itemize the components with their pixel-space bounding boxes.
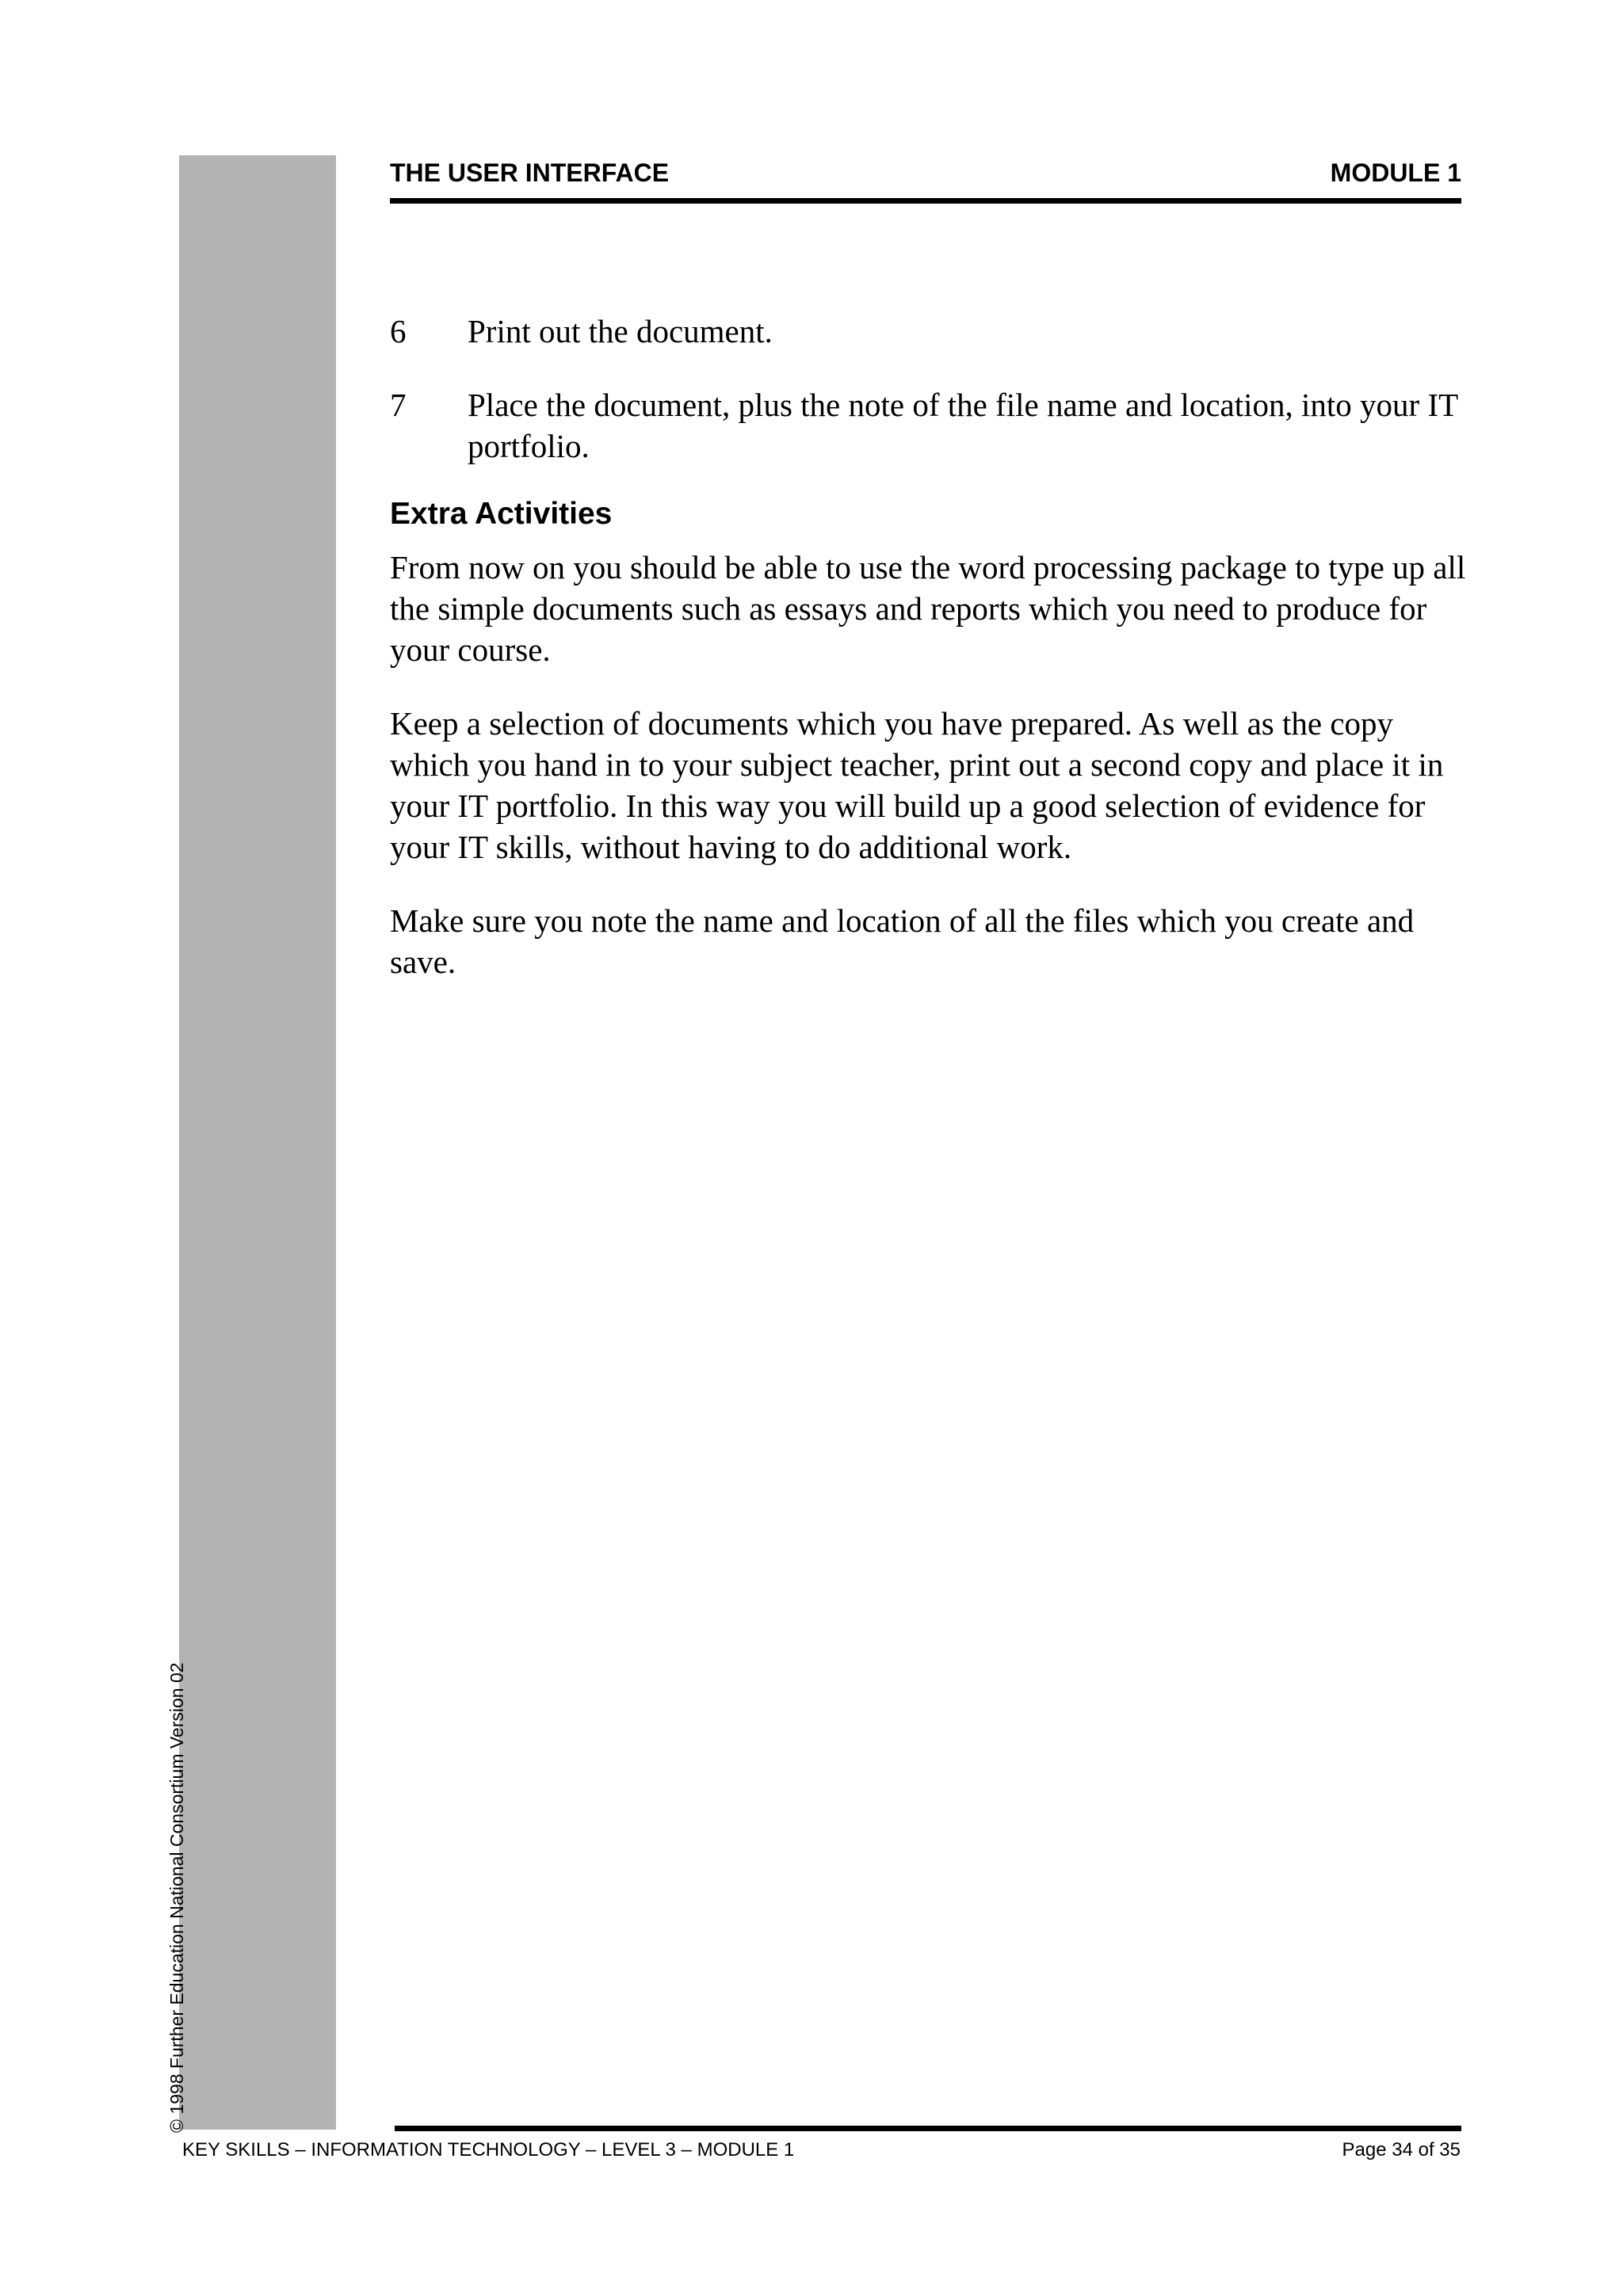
page-header [390, 158, 1461, 204]
module-label: MODULE 1 [1330, 158, 1461, 187]
extra-activities-heading: Extra Activities [390, 497, 613, 531]
page-content [390, 311, 1468, 1015]
footer-page-number: Page 34 of 35 [1342, 2139, 1461, 2161]
section-title: THE USER INTERFACE [390, 158, 670, 187]
footer-course: KEY SKILLS – INFORMATION TECHNOLOGY – LEVEL 3 – MODULE 1 [182, 2139, 795, 2161]
footer-rule [395, 2126, 1461, 2131]
paragraph: Keep a selection of documents which you have prepared. As well as the copy which you hand in to your subject teacher, print out a second copy and place it in your IT portfolio. In this way you will build up a good selection of evidence for your IT skills, without having to do additional work. [390, 705, 1444, 865]
paragraph: Make sure you note the name and location of all the files which you create and save. [390, 902, 1415, 980]
step-text: Place the document, plus the note of the file name and location, into your IT portfolio. [468, 387, 1458, 464]
side-bar [179, 155, 336, 2130]
copyright-notice: © 1998 Further Education National Consortium Version 02 [166, 1662, 187, 2133]
step-number: 7 [390, 387, 407, 423]
step-item [390, 384, 1468, 467]
step-text: Print out the document. [468, 313, 773, 349]
step-item [390, 311, 1468, 352]
step-number: 6 [390, 313, 407, 349]
paragraph: From now on you should be able to use the word processing package to type up all the simple documents such as essays and reports which you need to produce for your course. [390, 549, 1466, 668]
